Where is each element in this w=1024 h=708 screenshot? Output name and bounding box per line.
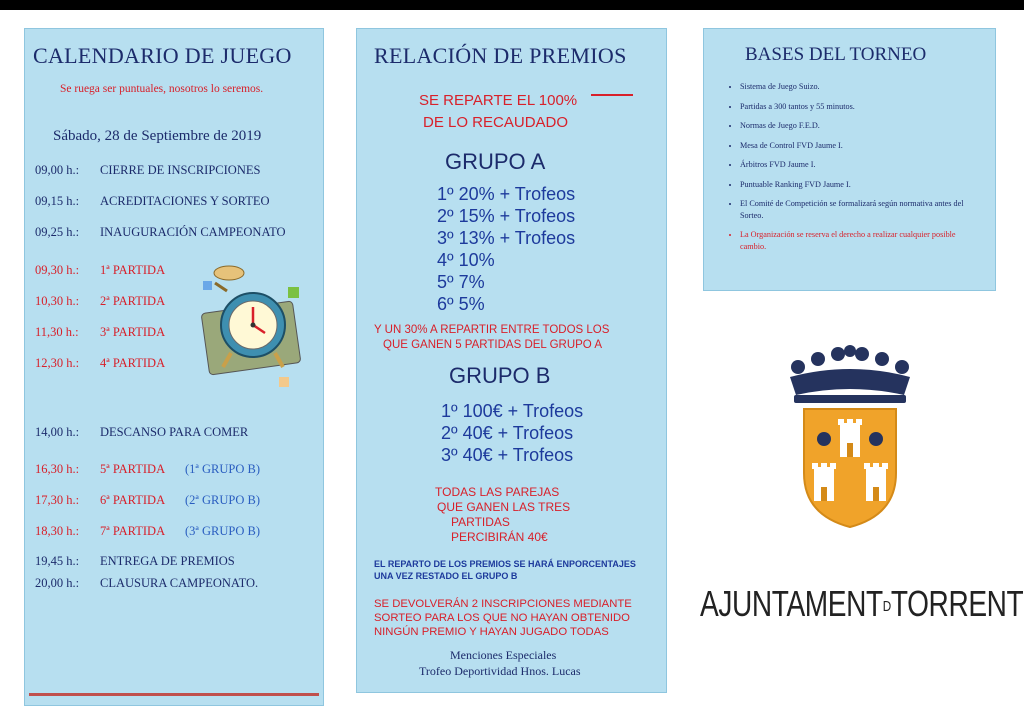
group-b-prize: 2º 40€ + Trofeos xyxy=(441,423,574,443)
schedule-time: 19,45 h.: xyxy=(35,554,80,568)
group-a-prize: 2º 15% + Trofeos xyxy=(437,206,576,226)
group-a-prize: 4º 10% xyxy=(437,250,495,270)
schedule-time: 11,30 h.: xyxy=(35,325,79,339)
schedule-event: 2ª PARTIDA xyxy=(100,294,166,308)
pairs-note-line: PERCIBIRÁN 40€ xyxy=(451,530,548,544)
prizes-panel xyxy=(356,28,667,693)
sponsor-connector: D xyxy=(882,597,891,615)
refund-note-line: SE DEVOLVERÁN 2 INSCRIPCIONES MEDIANTE xyxy=(374,598,632,610)
schedule-event: 6ª PARTIDA xyxy=(100,493,166,507)
schedule-time: 09,00 h.: xyxy=(35,163,80,177)
prizes-intro-underline xyxy=(591,94,633,96)
schedule-time: 09,30 h.: xyxy=(35,263,80,277)
schedule-time: 18,30 h.: xyxy=(35,524,80,538)
rules-title: BASES DEL TORNEO xyxy=(745,44,927,65)
schedule-time: 10,30 h.: xyxy=(35,294,80,308)
group-a-note-line1: Y UN 30% A REPARTIR ENTRE TODOS LOS xyxy=(374,324,610,336)
rules-panel xyxy=(703,28,996,291)
refund-note-line: NINGÚN PREMIO Y HAYAN JUGADO TODAS xyxy=(374,626,609,638)
schedule-event: ACREDITACIONES Y SORTEO xyxy=(100,194,270,208)
schedule-event: CLAUSURA CAMPEONATO. xyxy=(100,576,259,590)
calendar-title: CALENDARIO DE JUEGO xyxy=(33,43,292,68)
sponsor-name: AJUNTAMENT xyxy=(700,583,883,624)
schedule-event: INAUGURACIÓN CAMPEONATO xyxy=(100,225,286,239)
coat-of-arms-icon xyxy=(780,343,920,533)
schedule-event: 4ª PARTIDA xyxy=(100,356,166,370)
pairs-note-line: PARTIDAS xyxy=(451,515,510,529)
group-b-prize: 1º 100€ + Trofeos xyxy=(441,401,584,421)
rules-item-red: • La Organización se reserva el derecho a realizar cualquier posible cambio. xyxy=(740,229,976,252)
rules-item: • Mesa de Control FVD Jaume I. xyxy=(740,140,976,152)
group-a-prize: 5º 7% xyxy=(437,272,485,292)
calendar-accent-line xyxy=(29,693,319,696)
schedule-time: 17,30 h.: xyxy=(35,493,80,507)
schedule-time: 12,30 h.: xyxy=(35,356,80,370)
group-a-prize: 3º 13% + Trofeos xyxy=(437,228,576,248)
special-mentions: Menciones Especiales xyxy=(450,648,557,662)
alarm-clock-icon xyxy=(193,263,307,393)
group-b-prize: 3º 40€ + Trofeos xyxy=(441,445,574,465)
pairs-note-line: QUE GANEN LAS TRES xyxy=(437,500,571,514)
group-b-title: GRUPO B xyxy=(449,363,551,388)
schedule-event: ENTREGA DE PREMIOS xyxy=(100,554,235,568)
top-black-bar xyxy=(0,0,1024,10)
prizes-intro-line2: DE LO RECAUDADO xyxy=(423,114,569,131)
schedule-time: 14,00 h.: xyxy=(35,425,80,439)
rules-item: • El Comité de Competición se formalizará según normativa antes del Sorteo. xyxy=(740,198,976,221)
calendar-notice: Se ruega ser puntuales, nosotros lo seremos. xyxy=(60,83,264,95)
schedule-time: 16,30 h.: xyxy=(35,462,80,476)
schedule-time: 09,25 h.: xyxy=(35,225,80,239)
sponsor-logo-text xyxy=(700,583,1023,625)
rules-item: • Normas de Juego F.E.D. xyxy=(740,120,976,132)
group-a-prize: 6º 5% xyxy=(437,294,485,314)
schedule-event: 3ª PARTIDA xyxy=(100,325,166,339)
pairs-note-line: TODAS LAS PAREJAS xyxy=(435,485,560,499)
schedule-time: 20,00 h.: xyxy=(35,576,80,590)
rules-item: • Puntuable Ranking FVD Jaume I. xyxy=(740,179,976,191)
rules-item: • Partidas a 300 tantos y 55 minutos. xyxy=(740,101,976,113)
group-a-note-line2: QUE GANEN 5 PARTIDAS DEL GRUPO A xyxy=(383,339,602,351)
rules-item: • Árbitros FVD Jaume I. xyxy=(740,159,976,171)
schedule-note: (3ª GRUPO B) xyxy=(185,524,260,538)
schedule-note: (1ª GRUPO B) xyxy=(185,462,260,476)
rules-list xyxy=(726,81,976,252)
calendar-panel xyxy=(24,28,324,706)
sportsmanship-trophy: Trofeo Deportividad Hnos. Lucas xyxy=(419,664,581,678)
schedule-note: (2ª GRUPO B) xyxy=(185,493,260,507)
prizes-title: RELACIÓN DE PREMIOS xyxy=(374,43,627,68)
calendar-date: Sábado, 28 de Septiembre de 2019 xyxy=(53,128,262,144)
schedule-event: CIERRE DE INSCRIPCIONES xyxy=(100,163,261,177)
prizes-intro-line1: SE REPARTE EL 100% xyxy=(419,92,578,109)
distribution-note-line: UNA VEZ RESTADO EL GRUPO B xyxy=(374,571,518,581)
distribution-note-line: EL REPARTO DE LOS PREMIOS SE HARÁ ENPORCENTAJES xyxy=(374,559,636,569)
sponsor-town: TORRENT xyxy=(890,583,1024,624)
schedule-time: 09,15 h.: xyxy=(35,194,80,208)
schedule-event: 1ª PARTIDA xyxy=(100,263,166,277)
schedule-event: DESCANSO PARA COMER xyxy=(100,425,249,439)
group-a-title: GRUPO A xyxy=(445,149,546,174)
rules-list-wrap xyxy=(726,81,976,260)
schedule-event: 5ª PARTIDA xyxy=(100,462,166,476)
refund-note-line: SORTEO PARA LOS QUE NO HAYAN OBTENIDO xyxy=(374,612,630,624)
rules-item: • Sistema de Juego Suizo. xyxy=(740,81,976,93)
schedule-event: 7ª PARTIDA xyxy=(100,524,166,538)
group-a-prize: 1º 20% + Trofeos xyxy=(437,184,576,204)
